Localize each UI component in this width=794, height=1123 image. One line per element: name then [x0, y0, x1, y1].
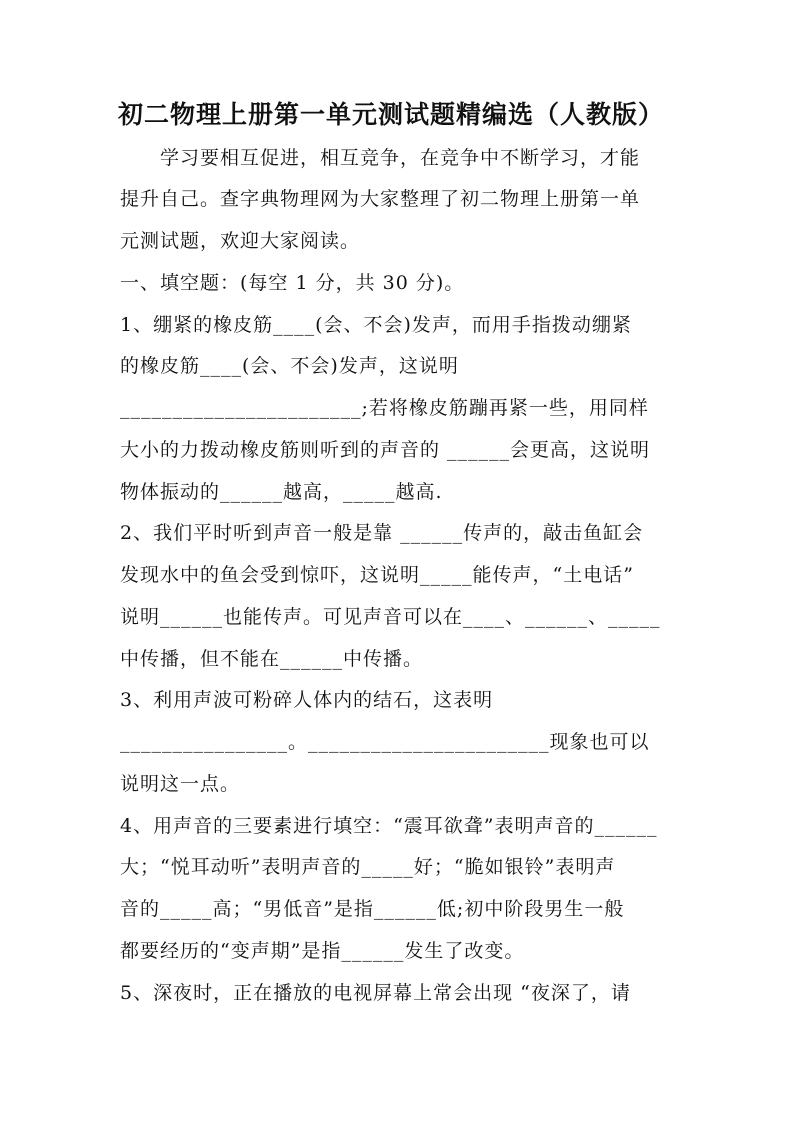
question-line: 的橡皮筋____(会、不会)发声，这说明 [120, 355, 459, 377]
question-line: 2、我们平时听到声音一般是靠 ______传声的，敲击鱼缸会 [120, 522, 644, 544]
section-heading: 一、填空题：(每空 1 分，共 30 分)。 [120, 272, 465, 294]
page-title: 初二物理上册第一单元测试题精编选（人教版） [118, 100, 665, 129]
question-line: 说明这一点。 [120, 773, 241, 795]
question-line: 大小的力拨动橡皮筋则听到的声音的 ______会更高，这说明 [120, 439, 651, 461]
question-line: 发现水中的鱼会受到惊吓，这说明_____能传声，“土电话” [120, 564, 634, 586]
question-line: 1、绷紧的橡皮筋____(会、不会)发声，而用手指拨动绷紧 [120, 314, 632, 336]
question-line: 说明______也能传声。可见声音可以在____、______、_____ [120, 606, 661, 628]
question-line: ________________。_______________________现象也可以 [120, 731, 650, 753]
question-line: 3、利用声波可粉碎人体内的结石，这表明 [120, 689, 494, 711]
question-line: 都要经历的“变声期”是指______发生了改变。 [120, 940, 525, 962]
question-line: 5、深夜时，正在播放的电视屏幕上常会出现 “夜深了，请 [120, 982, 631, 1004]
question-line: 4、用声音的三要素进行填空：“震耳欲聋”表明声音的______ [120, 815, 658, 837]
text-line: 提升自己。查字典物理网为大家整理了初二物理上册第一单 [120, 188, 641, 210]
question-line: 大；“悦耳动听”表明声音的_____好；“脆如银铃”表明声 [120, 856, 616, 878]
question-line: _______________________;若将橡皮筋蹦再紧一些，用同样 [120, 397, 649, 419]
text-line: 学习要相互促进，相互竞争，在竞争中不断学习，才能 [120, 147, 641, 169]
text-line: 元测试题，欢迎大家阅读。 [120, 230, 361, 252]
question-line: 音的_____高；“男低音”是指______低;初中阶段男生一般 [120, 898, 625, 920]
question-line: 物体振动的______越高，_____越高. [120, 481, 443, 503]
question-line: 中传播，但不能在______中传播。 [120, 648, 424, 670]
